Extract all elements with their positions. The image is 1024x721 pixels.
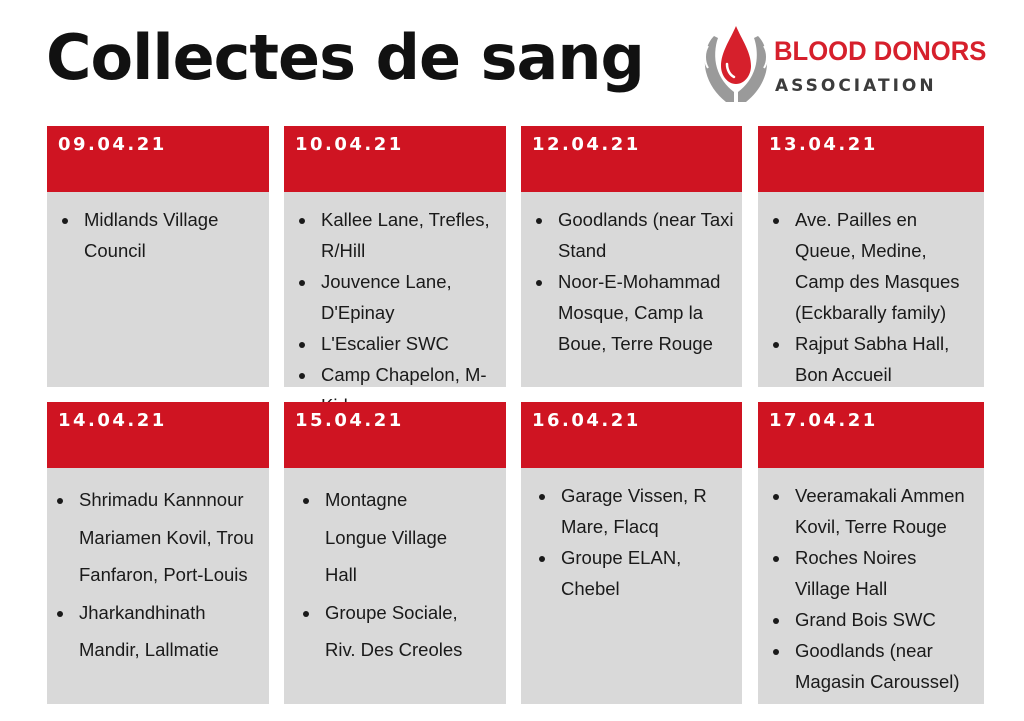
location-item: • Groupe Sociale, Riv. Des Creoles bbox=[321, 594, 471, 669]
date-card bbox=[47, 402, 269, 704]
date-card-header bbox=[284, 402, 506, 468]
date-card-date: 15.04.21 bbox=[295, 410, 404, 431]
date-card-header bbox=[47, 126, 269, 192]
location-item: • Rajput Sabha Hall, Bon Accueil bbox=[791, 328, 971, 390]
location-item: • Grand Bois SWC bbox=[791, 604, 971, 635]
date-card-date: 12.04.21 bbox=[532, 134, 641, 155]
location-list bbox=[521, 480, 739, 604]
logo-text-secondary: ASSOCIATION bbox=[775, 76, 937, 96]
location-item: • Montagne Longue Village Hall bbox=[321, 481, 471, 594]
location-item: • Noor-E-Mohammad Mosque, Camp la Boue, Terre Rouge bbox=[554, 266, 734, 359]
location-list bbox=[47, 481, 260, 669]
date-card bbox=[521, 126, 742, 387]
location-item: • L'Escalier SWC bbox=[317, 328, 500, 359]
date-card-header bbox=[284, 126, 506, 192]
date-card-date: 10.04.21 bbox=[295, 134, 404, 155]
date-card bbox=[47, 126, 269, 387]
date-card-header bbox=[47, 402, 269, 468]
location-item: • Roches Noires Village Hall bbox=[791, 542, 971, 604]
logo-text-primary: BLOOD DONORS bbox=[774, 36, 987, 66]
date-card-header bbox=[758, 402, 984, 468]
date-card-date: 09.04.21 bbox=[58, 134, 167, 155]
location-item: • Jouvence Lane, D'Epinay bbox=[317, 266, 500, 328]
location-list bbox=[284, 481, 471, 669]
page-title: Collectes de sang bbox=[46, 21, 644, 94]
date-card bbox=[284, 402, 506, 704]
date-card-date: 14.04.21 bbox=[58, 410, 167, 431]
location-list bbox=[758, 204, 971, 390]
location-item: • Garage Vissen, R Mare, Flacq bbox=[557, 480, 739, 542]
date-card-header bbox=[758, 126, 984, 192]
date-card bbox=[758, 402, 984, 704]
location-item: • Goodlands (near Magasin Caroussel) bbox=[791, 635, 971, 697]
location-list bbox=[47, 204, 240, 266]
date-card bbox=[758, 126, 984, 387]
date-card-header bbox=[521, 402, 742, 468]
date-card bbox=[284, 126, 506, 387]
date-card bbox=[521, 402, 742, 704]
date-card-date: 13.04.21 bbox=[769, 134, 878, 155]
location-list bbox=[521, 204, 734, 359]
date-card-date: 17.04.21 bbox=[769, 410, 878, 431]
location-item: • Kallee Lane, Trefles, R/Hill bbox=[317, 204, 500, 266]
location-item: • Goodlands (near Taxi Stand bbox=[554, 204, 734, 266]
location-item: • Veeramakali Ammen Kovil, Terre Rouge bbox=[791, 480, 971, 542]
date-card-header bbox=[521, 126, 742, 192]
location-list bbox=[758, 480, 971, 697]
location-item: • Ave. Pailles en Queue, Medine, Camp des Masques (Eckbarally family) bbox=[791, 204, 971, 328]
date-card-date: 16.04.21 bbox=[532, 410, 641, 431]
location-list bbox=[284, 204, 500, 421]
location-item: • Groupe ELAN, Chebel bbox=[557, 542, 739, 604]
location-item: • Camp Chapelon, M- bbox=[317, 359, 500, 421]
location-item: • Midlands Village Council bbox=[80, 204, 240, 266]
location-item: • Jharkandhinath Mandir, Lallmatie bbox=[75, 594, 260, 669]
location-item: • Shrimadu Kannnour Mariamen Kovil, Trou Fanfaron, Port-Louis bbox=[75, 481, 260, 594]
